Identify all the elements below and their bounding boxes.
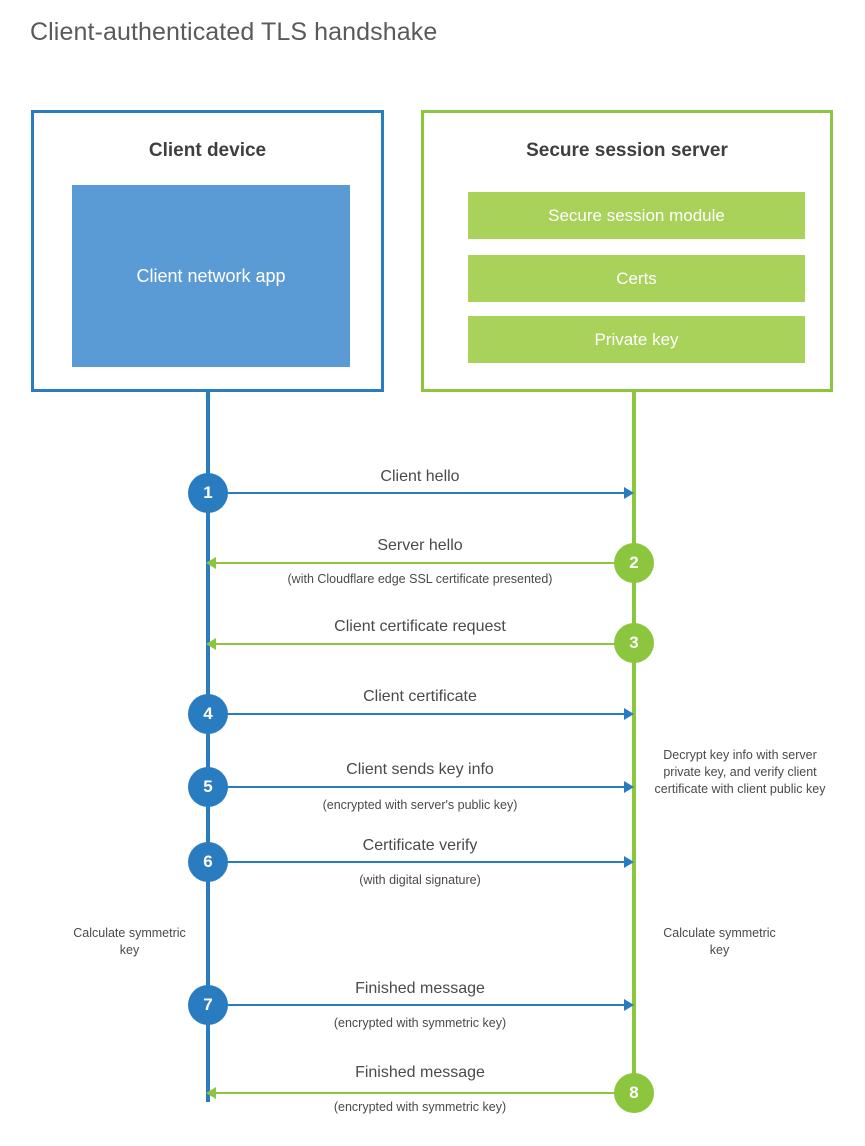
client-device-title: Client device	[148, 140, 267, 161]
step-badge-3: 3	[614, 623, 654, 663]
client-device-box	[31, 110, 384, 392]
note-server-calculate-symmetric-key: Calculate symmetric key	[663, 926, 776, 957]
step-badge-7: 7	[188, 985, 228, 1025]
step-badge-8: 8	[614, 1073, 654, 1113]
server-component-certs: Certs	[468, 255, 805, 302]
arrow-line-step-8	[216, 1092, 636, 1094]
step-badge-4: 4	[188, 694, 228, 734]
arrow-line-step-5	[208, 786, 628, 788]
message-label-step-3: Client certificate request	[334, 618, 506, 635]
note-server-decrypt: Decrypt key info with server private key, and verify client certificate with client public key	[654, 748, 826, 796]
message-sub-step-7: (encrypted with symmetric key)	[333, 1016, 507, 1030]
server-component-secure-session-module: Secure session module	[468, 192, 805, 239]
arrow-line-step-2	[216, 562, 636, 564]
arrow-head-step-8	[206, 1087, 216, 1099]
message-sub-step-8: (encrypted with symmetric key)	[333, 1100, 507, 1114]
secure-session-server-title: Secure session server	[526, 140, 728, 161]
arrow-head-step-7	[624, 999, 634, 1011]
message-label-step-8: Finished message	[355, 1064, 485, 1081]
message-label-step-2: Server hello	[377, 537, 463, 554]
client-network-app-block: Client network app	[72, 185, 350, 367]
server-component-private-key: Private key	[468, 316, 805, 363]
message-label-step-6: Certificate verify	[362, 837, 478, 854]
step-badge-1: 1	[188, 473, 228, 513]
arrow-head-step-2	[206, 557, 216, 569]
message-sub-step-5: (encrypted with server's public key)	[322, 798, 518, 812]
arrow-head-step-6	[624, 856, 634, 868]
message-label-step-5: Client sends key info	[346, 761, 494, 778]
secure-session-server-box	[421, 110, 833, 392]
arrow-head-step-1	[624, 487, 634, 499]
arrow-line-step-1	[208, 492, 628, 494]
note-client-calculate-symmetric-key: Calculate symmetric key	[73, 926, 186, 957]
message-sub-step-2: (with Cloudflare edge SSL certificate presented)	[287, 572, 553, 586]
step-badge-2: 2	[614, 543, 654, 583]
page-title: Client-authenticated TLS handshake	[30, 18, 438, 46]
message-label-step-4: Client certificate	[363, 688, 477, 705]
message-sub-step-6: (with digital signature)	[359, 873, 481, 887]
message-label-step-7: Finished message	[355, 980, 485, 997]
arrow-line-step-6	[208, 861, 628, 863]
arrow-head-step-5	[624, 781, 634, 793]
step-badge-6: 6	[188, 842, 228, 882]
arrow-line-step-3	[216, 643, 636, 645]
arrow-line-step-4	[208, 713, 628, 715]
message-label-step-1: Client hello	[380, 468, 460, 485]
arrow-head-step-3	[206, 638, 216, 650]
step-badge-5: 5	[188, 767, 228, 807]
arrow-line-step-7	[208, 1004, 628, 1006]
arrow-head-step-4	[624, 708, 634, 720]
